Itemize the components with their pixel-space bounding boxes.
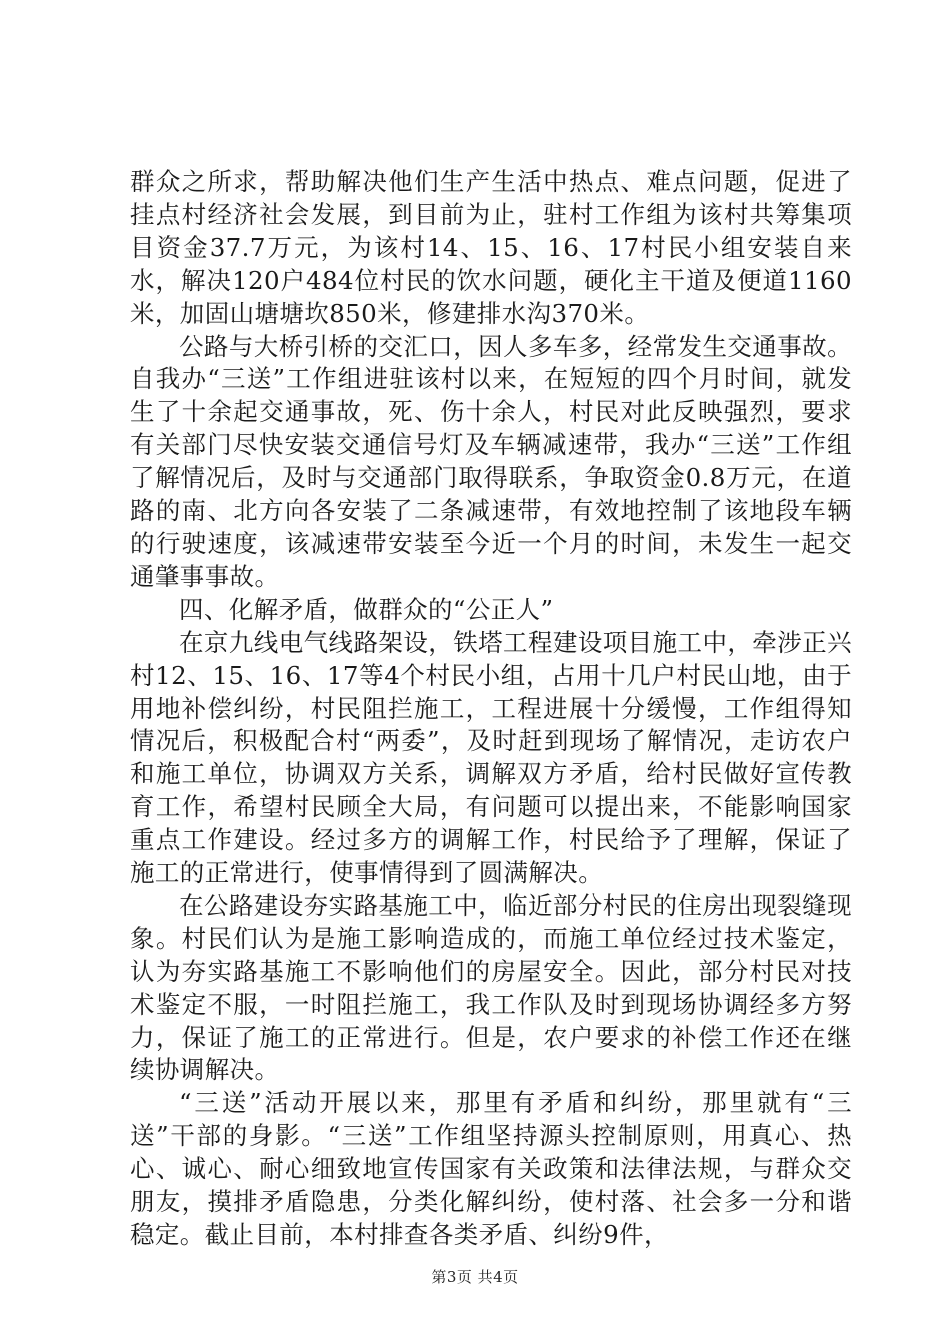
paragraph-road-construction: 在公路建设夯实路基施工中，临近部分村民的住房出现裂缝现象。村民们认为是施工影响造成的，而施工单位经过技术鉴定，认为夯实路基施工不影响他们的房屋安全。因此，部分村民对技术鉴定不服，一时阻拦施工，我工作队及时到现场协调经多方努力，保证了施工的正常进行。但是，农户要求的补偿工作还在继续协调解决。 xyxy=(130,890,852,1085)
paragraph-continuation: 群众之所求，帮助解决他们生产生活中热点、难点问题，促进了挂点村经济社会发展，到目前为止，驻村工作组为该村共筹集项目资金37.7万元，为该村14、15、16、17村民小组安装自来水，解决120户484位村民的饮水问题，硬化主干道及便道1160米，加固山塘塘坎850米，修建排水沟370米。 xyxy=(130,167,852,328)
paragraph-dispute-summary: “三送”活动开展以来，那里有矛盾和纠纷，那里就有“三送”干部的身影。“三送”工作组坚持源头控制原则，用真心、热心、诚心、耐心细致地宣传国家有关政策和法律法规，与群众交朋友，摸排矛盾隐患，分类化解纠纷，使村落、社会多一分和谐稳定。截止目前，本村排查各类矛盾、纠纷9件， xyxy=(130,1088,852,1249)
paragraph-traffic: 公路与大桥引桥的交汇口，因人多车多，经常发生交通事故。自我办“三送”工作组进驻该村以来，在短短的四个月时间，就发生了十余起交通事故，死、伤十余人，村民对此反映强烈，要求有关部门尽快安装交通信号灯及车辆减速带，我办“三送”工作组了解情况后，及时与交通部门取得联系，争取资金0.8万元，在道路的南、北方向各安装了二条减速带，有效地控制了该地段车辆的行驶速度，该减速带安装至今近一个月的时间，未发生一起交通肇事事故。 xyxy=(130,331,852,591)
document-body xyxy=(130,166,852,1252)
page-number-footer: 第3页 共4页 xyxy=(431,1268,519,1286)
section-heading: 四、化解矛盾，做群众的“公正人” xyxy=(179,594,554,624)
paragraph-power-line: 在京九线电气线路架设，铁塔工程建设项目施工中，牵涉正兴村12、15、16、17等4个村民小组，占用十几户村民山地，由于用地补偿纠纷，村民阻拦施工，工程进展十分缓慢，工作组得知情况后，积极配合村“两委”，及时赶到现场了解情况，走访农户和施工单位，协调双方关系，调解双方矛盾，给村民做好宣传教育工作，希望村民顾全大局，有问题可以提出来，不能影响国家重点工作建设。经过多方的调解工作，村民给予了理解，保证了施工的正常进行，使事情得到了圆满解决。 xyxy=(130,627,852,888)
